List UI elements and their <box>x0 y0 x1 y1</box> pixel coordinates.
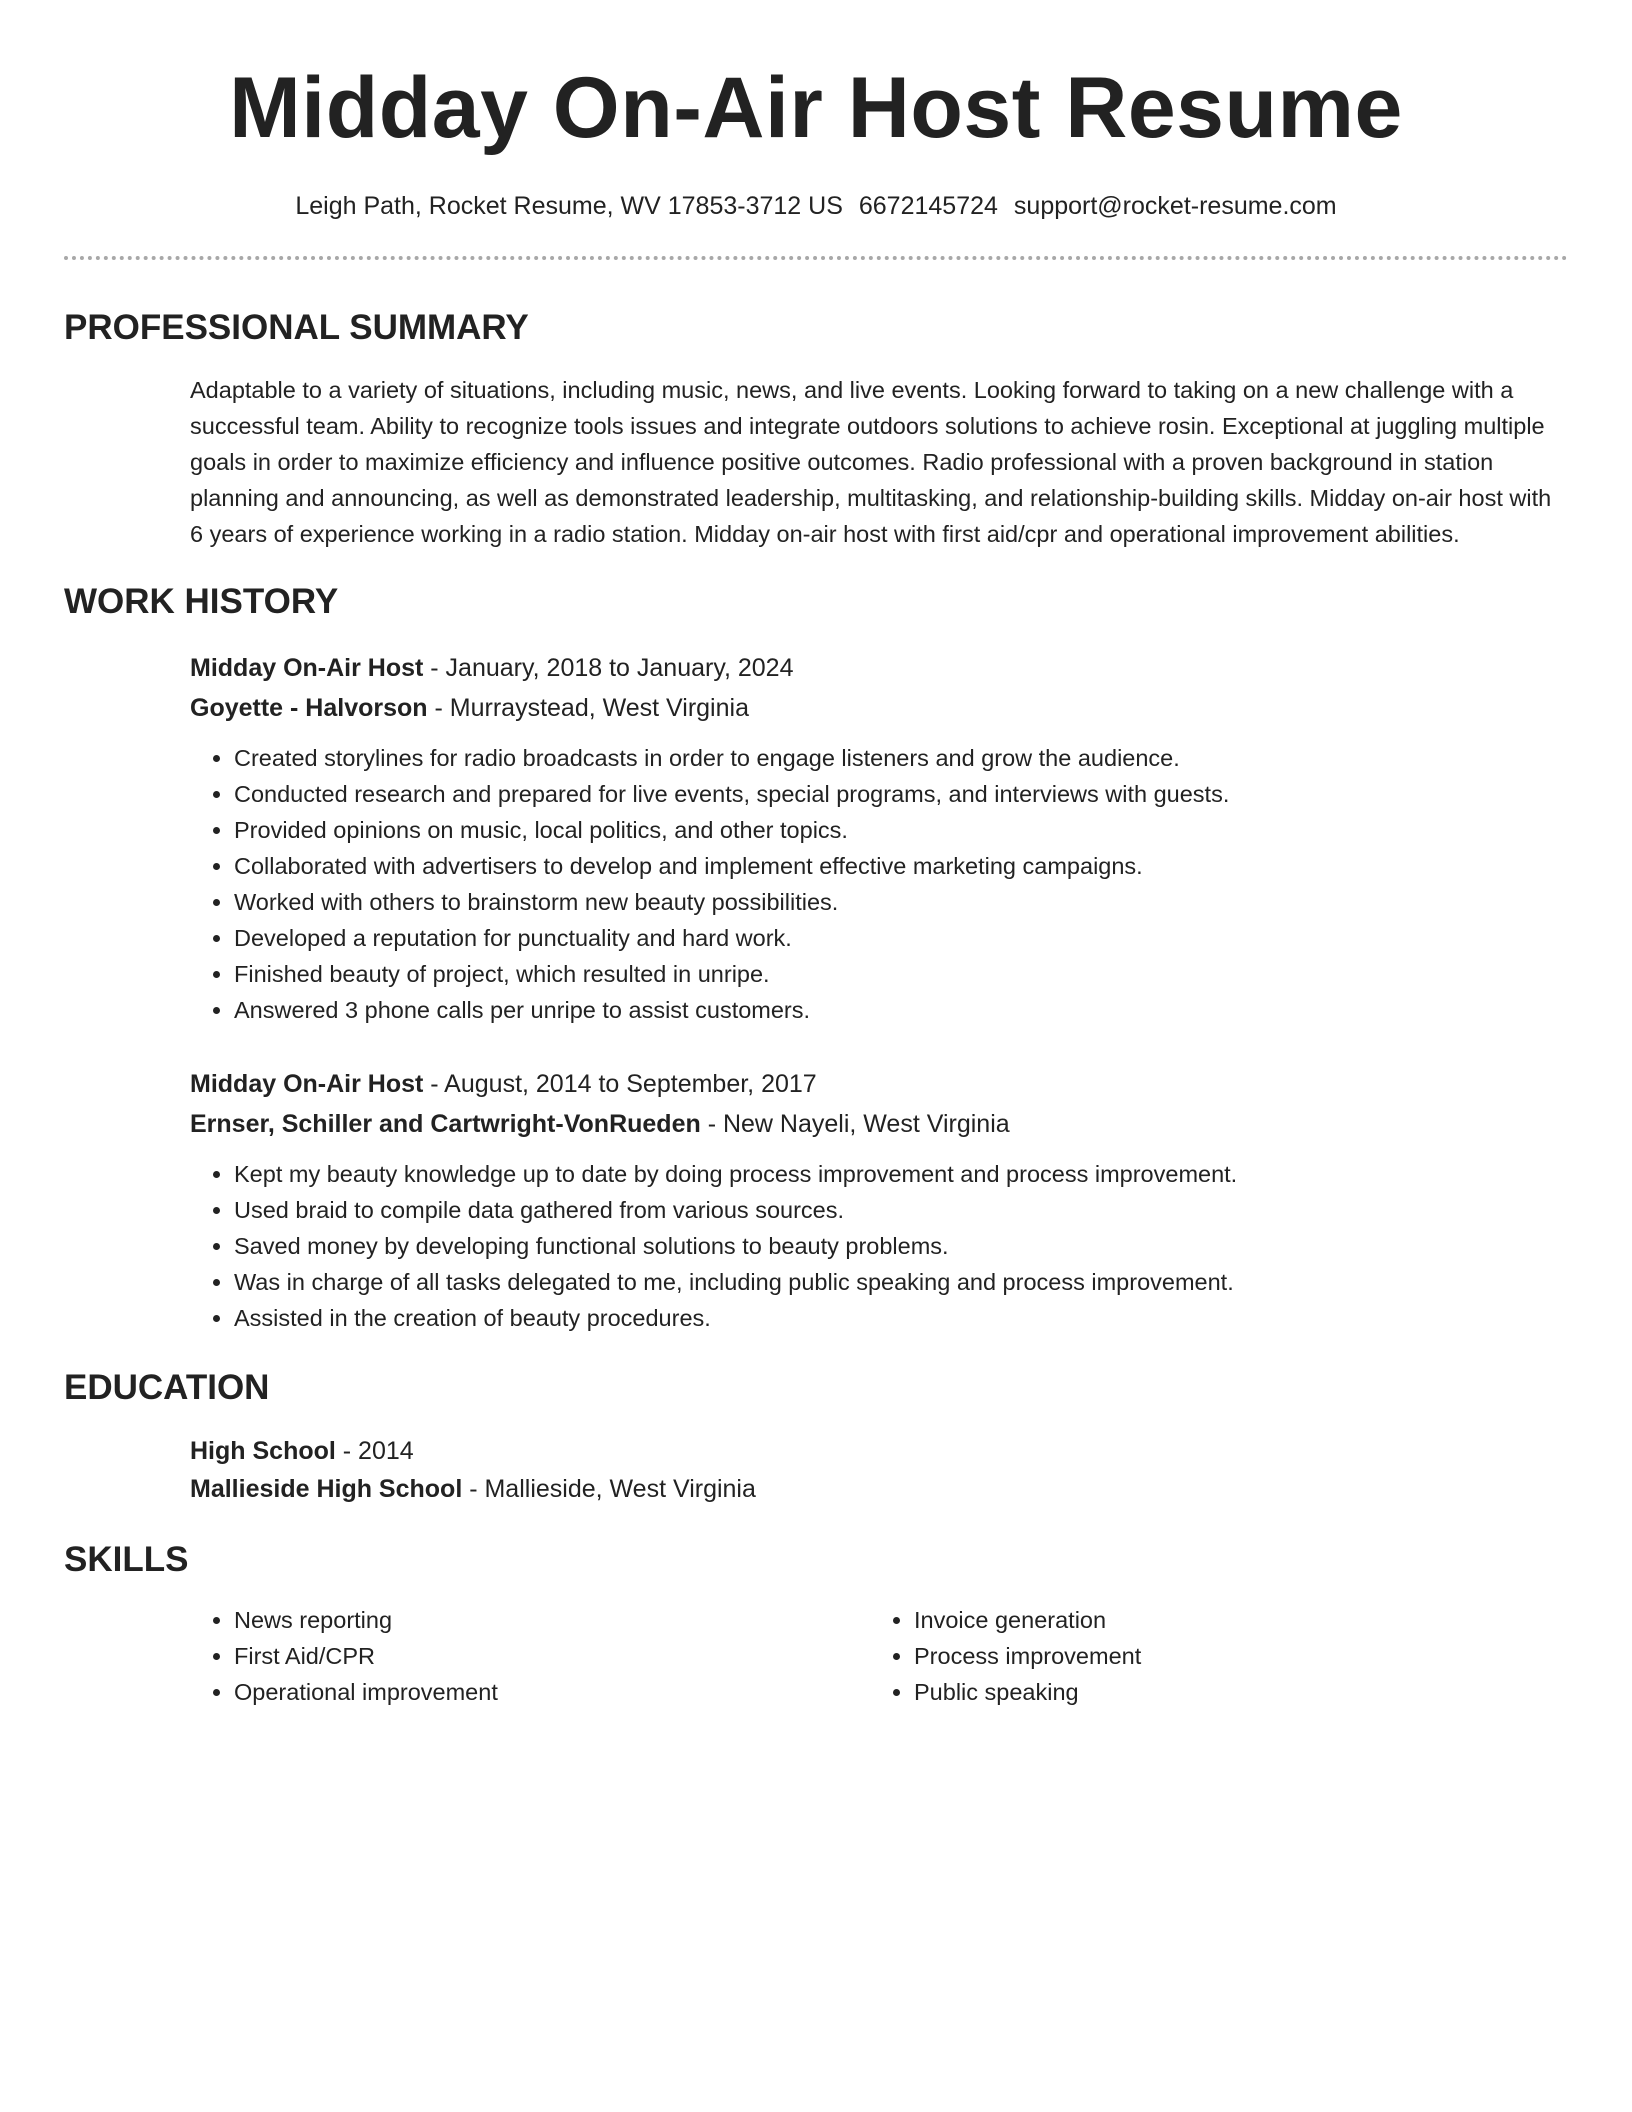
education-degree: High School <box>190 1437 336 1465</box>
job-duty: • Saved money by developing functional solutions to beauty problems. <box>234 1228 1568 1264</box>
job-duty: • Was in charge of all tasks delegated to me, including public speaking and process improvement. <box>234 1264 1568 1300</box>
job-duty: • Worked with others to brainstorm new beauty possibilities. <box>234 884 1568 920</box>
contact-line <box>64 190 1568 222</box>
job-entry <box>190 1064 1568 1336</box>
job-duty: • Used braid to compile data gathered from various sources. <box>234 1192 1568 1228</box>
job-dates: - August, 2014 to September, 2017 <box>423 1070 817 1098</box>
contact-email: support@rocket-resume.com <box>1013 192 1337 220</box>
job-company-line <box>190 1104 1568 1144</box>
skill-item: • Process improvement <box>914 1638 1550 1674</box>
resume-page <box>64 0 1568 1710</box>
job-company: Goyette - Halvorson <box>190 694 428 722</box>
education-entry <box>190 1432 1568 1508</box>
job-location: - Murraystead, West Virginia <box>427 694 749 722</box>
resume-title: Midday On-Air Host Resume <box>229 60 1403 156</box>
job-dates: - January, 2018 to January, 2024 <box>423 654 794 682</box>
job-title-line <box>190 1064 1568 1104</box>
education-location: - Mallieside, West Virginia <box>462 1475 756 1503</box>
header-divider <box>64 256 1568 260</box>
skill-item: • Public speaking <box>914 1674 1550 1710</box>
job-duty: • Created storylines for radio broadcasts in order to engage listeners and grow the audience. <box>234 740 1568 776</box>
job-title: Midday On-Air Host <box>190 654 424 682</box>
job-company-line <box>190 688 1568 728</box>
job-duties <box>190 740 1568 1028</box>
education-heading: EDUCATION <box>64 1368 270 1407</box>
skills-column-right <box>870 1602 1550 1710</box>
job-duty: • Assisted in the creation of beauty procedures. <box>234 1300 1568 1336</box>
job-duties <box>190 1156 1568 1336</box>
education-degree-line <box>190 1432 1568 1470</box>
job-duty: • Developed a reputation for punctuality and hard work. <box>234 920 1568 956</box>
skills-grid <box>190 1602 1570 1710</box>
job-duty: • Finished beauty of project, which resulted in unripe. <box>234 956 1568 992</box>
education-school-line <box>190 1470 1568 1508</box>
skill-item: • News reporting <box>234 1602 870 1638</box>
skill-item: • Operational improvement <box>234 1674 870 1710</box>
job-duty: • Provided opinions on music, local politics, and other topics. <box>234 812 1568 848</box>
job-duty: • Collaborated with advertisers to develop and implement effective marketing campaigns. <box>234 848 1568 884</box>
skills-column-left <box>190 1602 870 1710</box>
job-title-line <box>190 648 1568 688</box>
contact-address: Leigh Path, Rocket Resume, WV 17853-3712 US <box>295 192 843 220</box>
contact-phone: 6672145724 <box>858 192 998 220</box>
job-location: - New Nayeli, West Virginia <box>700 1110 1010 1138</box>
work-history-list <box>190 648 1568 1336</box>
education-school: Mallieside High School <box>190 1475 463 1503</box>
job-duty: • Kept my beauty knowledge up to date by doing process improvement and process improvement. <box>234 1156 1568 1192</box>
summary-text: Adaptable to a variety of situations, including music, news, and live events. Looking forward to taking on a new challenge with a successful team. Ability to recognize tools issues and integrate outdoors solutions to achieve rosin. Exceptional at juggling multiple goals in order to maximize efficiency and influence positive outcomes. Radio professional with a proven background in station planning and announcing, as well as demonstrated leadership, multitasking, and relationship-building skills. Midday on-air host with 6 years of experience working in a radio station. Midday on-air host with first aid/cpr and operational improvement abilities. <box>190 377 1552 547</box>
job-title: Midday On-Air Host <box>190 1070 424 1098</box>
job-company: Ernser, Schiller and Cartwright-VonRueden <box>190 1110 701 1138</box>
job-duty: • Conducted research and prepared for live events, special programs, and interviews with guests. <box>234 776 1568 812</box>
education-year: - 2014 <box>335 1437 414 1465</box>
skills-section <box>190 1602 1568 1710</box>
job-duty: • Answered 3 phone calls per unripe to assist customers. <box>234 992 1568 1028</box>
skill-item: • First Aid/CPR <box>234 1638 870 1674</box>
skills-list <box>870 1602 1550 1710</box>
job-entry <box>190 648 1568 1028</box>
skills-heading: SKILLS <box>64 1540 189 1579</box>
summary-heading: PROFESSIONAL SUMMARY <box>64 308 529 347</box>
skill-item: • Invoice generation <box>914 1602 1550 1638</box>
work-history-heading: WORK HISTORY <box>64 582 339 621</box>
skills-list <box>190 1602 870 1710</box>
